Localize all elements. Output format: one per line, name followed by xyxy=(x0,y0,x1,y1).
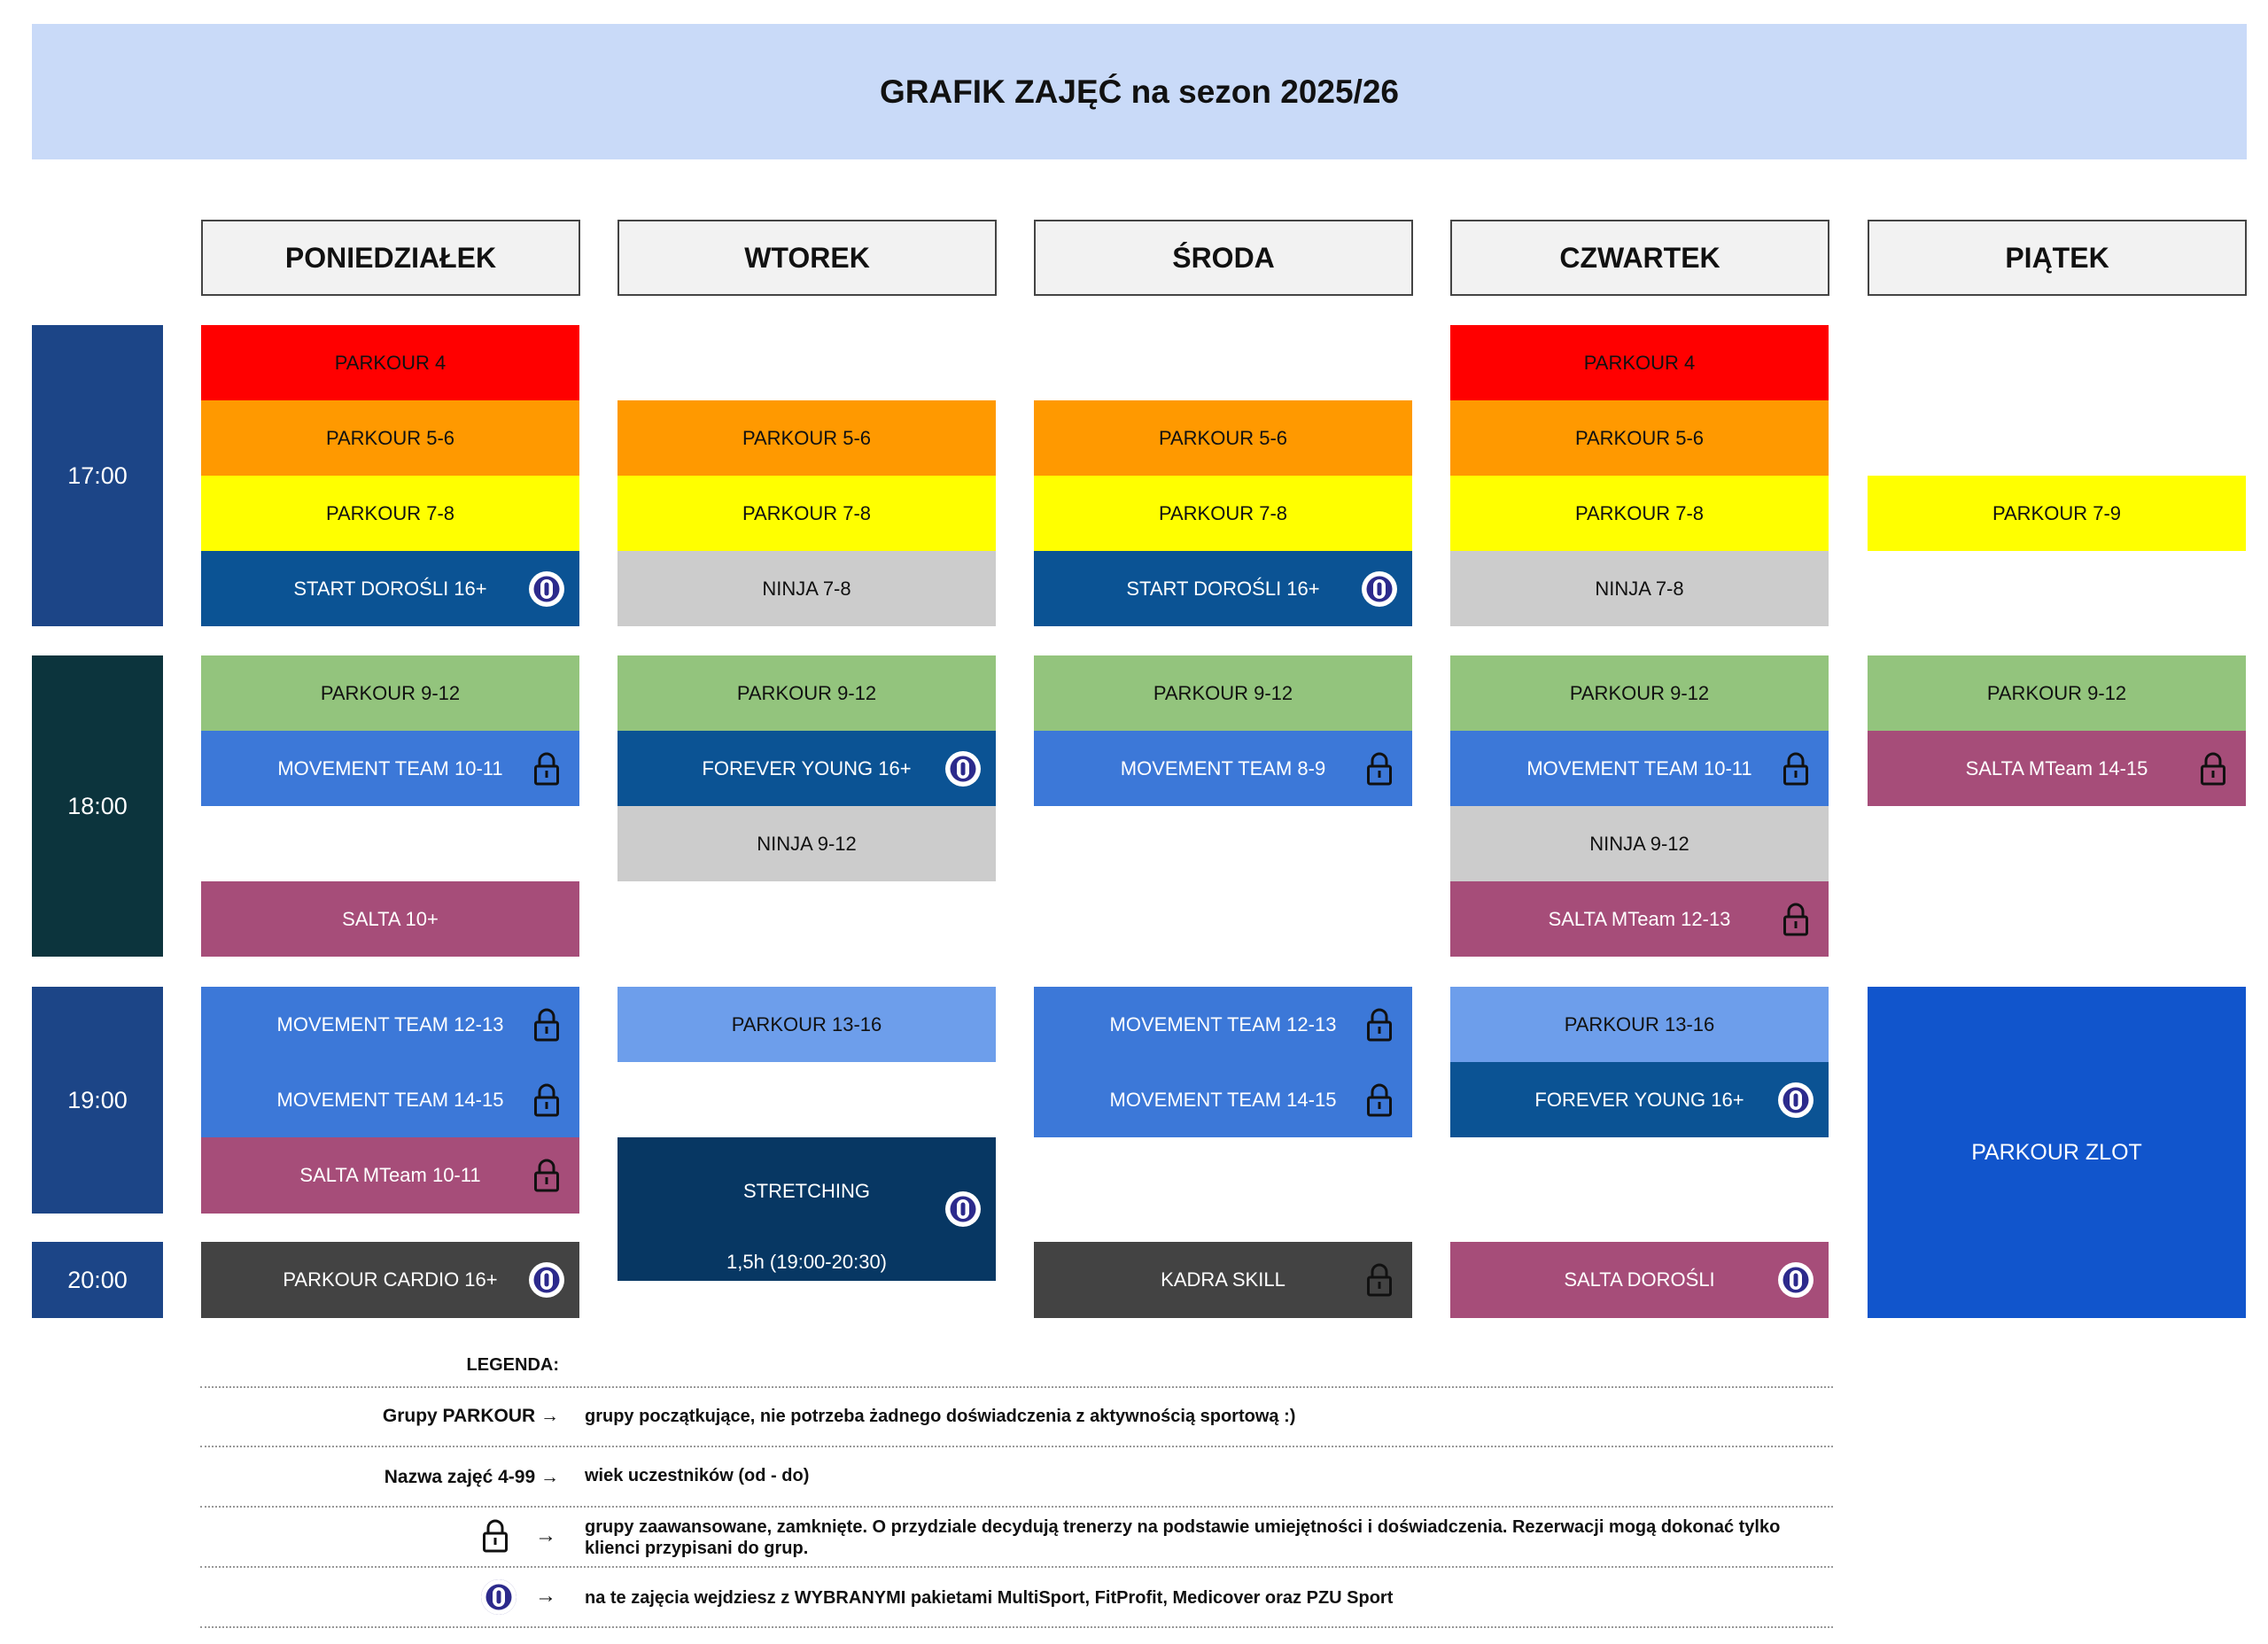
class-label: START DOROŚLI 16+ xyxy=(1126,577,1320,600)
class-label: MOVEMENT TEAM 12-13 xyxy=(276,1012,504,1035)
class-block[interactable] xyxy=(1450,806,1829,881)
lock-icon xyxy=(1361,1261,1398,1299)
class-label: PARKOUR 5-6 xyxy=(742,426,872,449)
class-label: SALTA DOROŚLI xyxy=(1564,1268,1715,1291)
class-block[interactable] xyxy=(1034,400,1412,476)
class-label: STRETCHING xyxy=(743,1180,870,1202)
class-block-stretching[interactable] xyxy=(617,1137,996,1281)
class-block[interactable] xyxy=(201,1062,579,1137)
class-block[interactable] xyxy=(201,551,579,626)
class-label: PARKOUR 7-9 xyxy=(1992,501,2122,524)
day-header-tuesday: WTOREK xyxy=(617,220,997,296)
class-label: PARKOUR 7-8 xyxy=(742,501,872,524)
legend-text: grupy początkujące, nie potrzeba żadnego doświadczenia z aktywnością sportową :) xyxy=(585,1407,1296,1426)
class-block[interactable] xyxy=(1450,655,1829,731)
class-label: FOREVER YOUNG 16+ xyxy=(1534,1088,1744,1111)
class-label: MOVEMENT TEAM 10-11 xyxy=(277,756,503,779)
multisport-icon xyxy=(528,1261,565,1299)
time-cell-1700: 17:00 xyxy=(32,325,163,626)
day-header-thursday: CZWARTEK xyxy=(1450,220,1829,296)
class-block[interactable] xyxy=(201,400,579,476)
page-title: GRAFIK ZAJĘĆ na sezon 2025/26 xyxy=(879,73,1400,110)
legend-key: Nazwa zajęć 4-99 → xyxy=(384,1467,559,1487)
class-label: PARKOUR 5-6 xyxy=(1158,426,1288,449)
class-block[interactable] xyxy=(201,987,579,1062)
time-cell-2000: 20:00 xyxy=(32,1242,163,1318)
class-block[interactable] xyxy=(201,731,579,806)
class-block[interactable] xyxy=(617,551,996,626)
legend-row xyxy=(200,1446,1833,1506)
class-block[interactable] xyxy=(201,1242,579,1318)
class-label: FOREVER YOUNG 16+ xyxy=(702,756,912,779)
class-label: NINJA 7-8 xyxy=(762,577,851,600)
class-label: SALTA 10+ xyxy=(342,907,439,930)
class-block[interactable] xyxy=(1034,1062,1412,1137)
class-block[interactable] xyxy=(617,806,996,881)
class-label: NINJA 9-12 xyxy=(1589,832,1689,855)
legend-row xyxy=(200,1386,1833,1446)
class-block[interactable] xyxy=(1450,551,1829,626)
lock-icon xyxy=(528,750,565,787)
lock-icon xyxy=(482,1518,509,1554)
lock-icon xyxy=(528,1006,565,1043)
class-label: START DOROŚLI 16+ xyxy=(293,577,487,600)
day-header-friday: PIĄTEK xyxy=(1868,220,2247,296)
legend-heading: LEGENDA: xyxy=(466,1355,559,1375)
class-label: PARKOUR 4 xyxy=(1583,351,1696,374)
class-block-parkour-zlot[interactable] xyxy=(1868,987,2246,1318)
class-block[interactable] xyxy=(201,476,579,551)
class-block[interactable] xyxy=(201,325,579,400)
class-label: MOVEMENT TEAM 8-9 xyxy=(1120,756,1326,779)
lock-icon xyxy=(1777,901,1814,938)
class-block[interactable] xyxy=(1034,655,1412,731)
class-block[interactable] xyxy=(617,731,996,806)
multisport-icon xyxy=(944,750,982,787)
class-label: MOVEMENT TEAM 10-11 xyxy=(1526,756,1752,779)
legend-row xyxy=(200,1566,1833,1626)
multisport-icon xyxy=(1777,1082,1814,1119)
lock-icon xyxy=(1361,750,1398,787)
class-block[interactable] xyxy=(1034,476,1412,551)
class-block[interactable] xyxy=(617,987,996,1062)
multisport-icon xyxy=(1777,1261,1814,1299)
class-block[interactable] xyxy=(617,476,996,551)
legend-text: grupy zaawansowane, zamknięte. O przydziale decydują trenerzy na podstawie umiejętności i doświadczenia. Rezerwacji mogą dokonać tylko klienci przypisani do grup. xyxy=(585,1517,1781,1558)
class-label: NINJA 7-8 xyxy=(1595,577,1684,600)
class-label: KADRA SKILL xyxy=(1161,1268,1285,1291)
class-block[interactable] xyxy=(1868,655,2246,731)
class-label: PARKOUR CARDIO 16+ xyxy=(283,1268,498,1291)
class-label: PARKOUR 9-12 xyxy=(320,681,461,704)
class-label: PARKOUR 5-6 xyxy=(1574,426,1705,449)
lock-icon xyxy=(528,1157,565,1194)
lock-icon xyxy=(2194,750,2232,787)
lock-icon xyxy=(528,1082,565,1119)
legend-arrow: → xyxy=(535,1584,556,1608)
class-block[interactable] xyxy=(1450,1242,1829,1318)
time-cell-1800: 18:00 xyxy=(32,655,163,957)
legend-arrow: → xyxy=(535,1524,556,1547)
class-block[interactable] xyxy=(1450,325,1829,400)
class-label: PARKOUR 9-12 xyxy=(736,681,877,704)
class-label: PARKOUR 7-8 xyxy=(325,501,455,524)
class-label: SALTA MTeam 14-15 xyxy=(1965,756,2148,779)
class-label: NINJA 9-12 xyxy=(757,832,857,855)
title-bar xyxy=(32,24,2247,159)
class-block[interactable] xyxy=(617,400,996,476)
legend-row xyxy=(200,1506,1833,1566)
class-label: PARKOUR 7-8 xyxy=(1158,501,1288,524)
class-block[interactable] xyxy=(1450,400,1829,476)
class-label: MOVEMENT TEAM 12-13 xyxy=(1109,1012,1337,1035)
class-block[interactable] xyxy=(1450,987,1829,1062)
class-block[interactable] xyxy=(1868,731,2246,806)
class-label: MOVEMENT TEAM 14-15 xyxy=(1109,1088,1337,1111)
class-block[interactable] xyxy=(1034,1242,1412,1318)
class-label: PARKOUR 7-8 xyxy=(1574,501,1705,524)
lock-icon xyxy=(1777,750,1814,787)
class-block[interactable] xyxy=(201,655,579,731)
class-block[interactable] xyxy=(1450,476,1829,551)
lock-icon xyxy=(1361,1006,1398,1043)
class-block[interactable] xyxy=(201,1137,579,1214)
class-block[interactable] xyxy=(1034,551,1412,626)
class-label: PARKOUR 5-6 xyxy=(325,426,455,449)
class-label: SALTA MTeam 12-13 xyxy=(1548,907,1731,930)
class-label: PARKOUR 13-16 xyxy=(1564,1012,1715,1035)
legend-text: wiek uczestników (od - do) xyxy=(585,1466,810,1485)
day-header-wednesday: ŚRODA xyxy=(1034,220,1413,296)
class-block[interactable] xyxy=(1450,1062,1829,1137)
class-block[interactable] xyxy=(1034,987,1412,1062)
class-label: PARKOUR 9-12 xyxy=(1986,681,2127,704)
class-label: SALTA MTeam 10-11 xyxy=(299,1164,481,1186)
multisport-icon xyxy=(528,570,565,608)
day-header-monday: PONIEDZIAŁEK xyxy=(201,220,580,296)
class-block[interactable] xyxy=(1450,881,1829,957)
class-block[interactable] xyxy=(201,881,579,957)
multisport-icon xyxy=(481,1579,517,1615)
multisport-icon xyxy=(1361,570,1398,608)
multisport-icon xyxy=(944,1190,982,1228)
lock-icon xyxy=(1361,1082,1398,1119)
class-label: PARKOUR 9-12 xyxy=(1153,681,1293,704)
class-label: PARKOUR ZLOT xyxy=(1971,1139,2142,1165)
legend-text: na te zajęcia wejdziesz z WYBRANYMI pakietami MultiSport, FitProfit, Medicover oraz PZU Sport xyxy=(585,1588,1394,1608)
legend-key: Grupy PARKOUR → xyxy=(382,1406,559,1426)
class-label: PARKOUR 9-12 xyxy=(1569,681,1710,704)
class-block[interactable] xyxy=(1034,731,1412,806)
class-duration: 1,5h (19:00-20:30) xyxy=(726,1251,888,1273)
class-label: MOVEMENT TEAM 14-15 xyxy=(276,1088,504,1111)
class-label: PARKOUR 13-16 xyxy=(731,1012,882,1035)
class-block[interactable] xyxy=(1450,731,1829,806)
class-block[interactable] xyxy=(617,655,996,731)
class-label: PARKOUR 4 xyxy=(334,351,447,374)
legend-bottom-divider xyxy=(200,1626,1833,1628)
time-cell-1900: 19:00 xyxy=(32,987,163,1214)
class-block[interactable] xyxy=(1868,476,2246,551)
